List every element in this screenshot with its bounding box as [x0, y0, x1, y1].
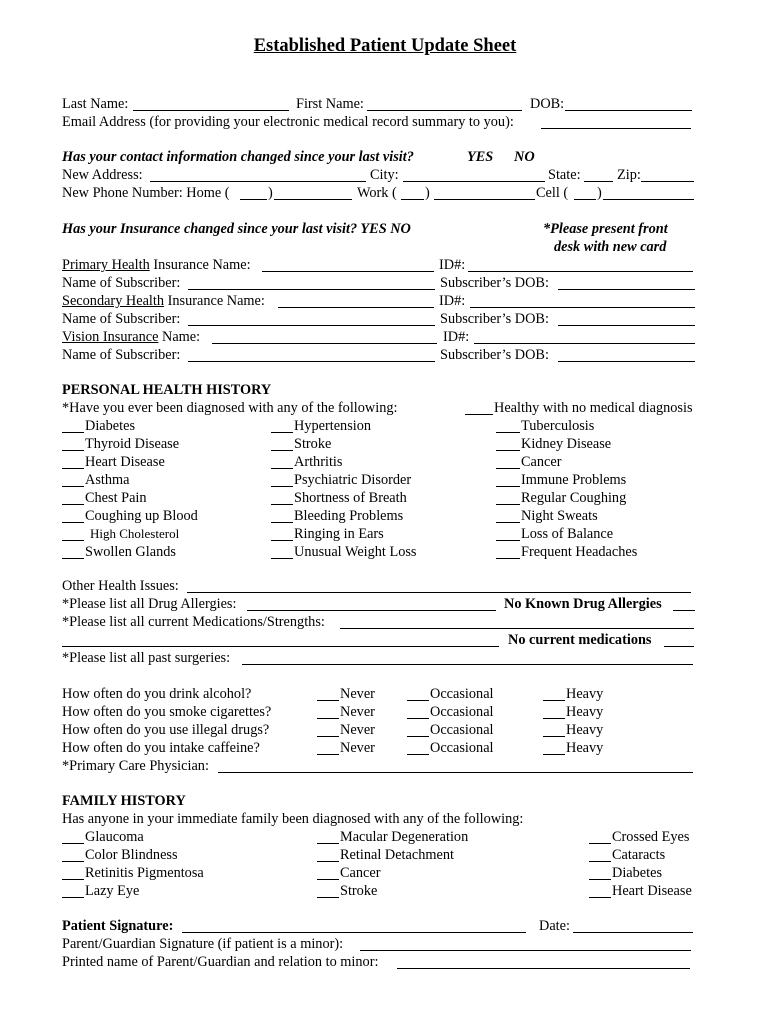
condition-frequent-headaches-checkbox[interactable]	[496, 544, 520, 559]
condition-immune-problems-label: Immune Problems	[521, 472, 627, 488]
family-cancer-label: Cancer	[340, 865, 381, 881]
condition-thyroid-disease-label: Thyroid Disease	[85, 436, 180, 452]
primary-subscriber-label: Name of Subscriber:	[62, 275, 181, 291]
primary-insurance-label	[62, 256, 251, 274]
secondary-subscriber-field[interactable]	[188, 311, 435, 326]
family-macular-degeneration-checkbox[interactable]	[317, 829, 339, 844]
home-area-code-field[interactable]	[240, 185, 267, 200]
condition-thyroid-disease-checkbox[interactable]	[62, 436, 84, 451]
healthy-checkbox[interactable]	[465, 400, 493, 415]
habit-2-occasional-checkbox[interactable]	[407, 704, 429, 719]
dob-field[interactable]	[565, 96, 692, 111]
family-stroke-label: Stroke	[340, 883, 378, 899]
medications-field[interactable]	[340, 614, 694, 629]
secondary-subscriber-dob-field[interactable]	[558, 311, 695, 326]
patient-signature-label: Patient Signature:	[62, 918, 174, 934]
family-glaucoma-label: Glaucoma	[85, 829, 144, 845]
habit-4-heavy-checkbox[interactable]	[543, 740, 565, 755]
condition-frequent-headaches-label: Frequent Headaches	[521, 544, 638, 560]
condition-shortness-of-breath-checkbox[interactable]	[271, 490, 293, 505]
habit-1-heavy-label: Heavy	[566, 686, 604, 702]
habit-2-never-label: Never	[340, 704, 375, 720]
habit-question: How often do you smoke cigarettes?	[62, 704, 272, 720]
condition-coughing-up-blood-checkbox[interactable]	[62, 508, 84, 523]
condition-unusual-weight-loss-checkbox[interactable]	[271, 544, 293, 559]
family-color-blindness-checkbox[interactable]	[62, 847, 84, 862]
drug-allergies-label: *Please list all Drug Allergies:	[62, 596, 237, 612]
condition-asthma-checkbox[interactable]	[62, 472, 84, 487]
family-history-prompt: Has anyone in your immediate family been diagnosed with any of the following:	[62, 811, 524, 827]
dob-label: DOB:	[530, 96, 565, 112]
pcp-field[interactable]	[218, 758, 693, 773]
no-allergies-checkbox[interactable]	[673, 596, 695, 611]
condition-psychiatric-disorder-checkbox[interactable]	[271, 472, 293, 487]
vision-subscriber-label: Name of Subscriber:	[62, 347, 181, 363]
condition-stroke-checkbox[interactable]	[271, 436, 293, 451]
habit-1-never-label: Never	[340, 686, 375, 702]
secondary-insurance-field[interactable]	[278, 293, 434, 308]
condition-arthritis-label: Arthritis	[294, 454, 343, 470]
habit-4-heavy-label: Heavy	[566, 740, 604, 756]
habit-1-heavy-checkbox[interactable]	[543, 686, 565, 701]
condition-loss-of-balance-label: Loss of Balance	[521, 526, 614, 542]
condition-regular-coughing-label: Regular Coughing	[521, 490, 627, 506]
contact-no-option[interactable]: NO	[514, 149, 535, 165]
family-history-heading: FAMILY HISTORY	[62, 793, 186, 809]
family-color-blindness-label: Color Blindness	[85, 847, 178, 863]
family-cataracts-label: Cataracts	[612, 847, 666, 863]
medications-field-line2[interactable]	[62, 632, 499, 647]
city-label: City:	[370, 167, 399, 183]
cell-phone-label: Cell (	[536, 185, 569, 201]
work-area-code-field[interactable]	[401, 185, 424, 200]
habit-4-never-checkbox[interactable]	[317, 740, 339, 755]
pcp-label: *Primary Care Physician:	[62, 758, 209, 774]
secondary-insurance-name-text: Insurance Name:	[167, 293, 265, 309]
secondary-subscriber-dob-label: Subscriber’s DOB:	[440, 311, 549, 327]
condition-immune-problems-checkbox[interactable]	[496, 472, 520, 487]
condition-diabetes-label: Diabetes	[85, 418, 136, 434]
habit-1-never-checkbox[interactable]	[317, 686, 339, 701]
email-label: Email Address (for providing your electronic medical record summary to you):	[62, 114, 514, 130]
work-phone-label: Work (	[357, 185, 397, 201]
habit-2-heavy-checkbox[interactable]	[543, 704, 565, 719]
condition-night-sweats-label: Night Sweats	[521, 508, 598, 524]
family-crossed-eyes-label: Crossed Eyes	[612, 829, 690, 845]
family-crossed-eyes-checkbox[interactable]	[589, 829, 611, 844]
first-name-field[interactable]	[367, 96, 522, 111]
state-field[interactable]	[584, 167, 613, 182]
habit-3-never-checkbox[interactable]	[317, 722, 339, 737]
first-name-label: First Name:	[296, 96, 364, 112]
vision-subscriber-field[interactable]	[188, 347, 435, 362]
condition-swollen-glands-label: Swollen Glands	[85, 544, 176, 560]
last-name-field[interactable]	[133, 96, 289, 111]
condition-kidney-disease-label: Kidney Disease	[521, 436, 612, 452]
date-field[interactable]	[573, 918, 693, 933]
surgeries-field[interactable]	[242, 650, 693, 665]
healthy-label: Healthy with no medical diagnosis	[494, 400, 693, 416]
habit-2-never-checkbox[interactable]	[317, 704, 339, 719]
condition-chest-pain-checkbox[interactable]	[62, 490, 84, 505]
new-phone-label: New Phone Number: Home (	[62, 185, 230, 201]
vision-insurance-text: Vision Insurance	[62, 329, 159, 345]
family-lazy-eye-label: Lazy Eye	[85, 883, 140, 899]
guardian-signature-field[interactable]	[360, 936, 691, 951]
work-paren: )	[425, 185, 430, 201]
habit-4-occasional-checkbox[interactable]	[407, 740, 429, 755]
vision-insurance-field[interactable]	[212, 329, 437, 344]
family-retinal-detachment-checkbox[interactable]	[317, 847, 339, 862]
condition-high-cholesterol-label: High Cholesterol	[90, 526, 180, 541]
state-label: State:	[548, 167, 581, 183]
surgeries-label: *Please list all past surgeries:	[62, 650, 231, 666]
condition-stroke-label: Stroke	[294, 436, 332, 452]
habit-3-heavy-label: Heavy	[566, 722, 604, 738]
new-address-label: New Address:	[62, 167, 143, 183]
contact-yes-option[interactable]: YES	[467, 149, 494, 165]
primary-subscriber-field[interactable]	[188, 275, 435, 290]
condition-bleeding-problems-checkbox[interactable]	[271, 508, 293, 523]
condition-psychiatric-disorder-label: Psychiatric Disorder	[294, 472, 412, 488]
family-retinitis-pigmentosa-checkbox[interactable]	[62, 865, 84, 880]
condition-kidney-disease-checkbox[interactable]	[496, 436, 520, 451]
home-phone-field[interactable]	[274, 185, 352, 200]
patient-signature-field[interactable]	[182, 918, 526, 933]
condition-hypertension-label: Hypertension	[294, 418, 372, 434]
contact-question: Has your contact information changed since your last visit?	[62, 149, 414, 165]
condition-high-cholesterol-checkbox[interactable]	[62, 526, 84, 541]
vision-id-label: ID#:	[443, 329, 470, 345]
family-stroke-checkbox[interactable]	[317, 883, 339, 898]
primary-id-field[interactable]	[468, 257, 693, 272]
condition-loss-of-balance-checkbox[interactable]	[496, 526, 520, 541]
condition-unusual-weight-loss-label: Unusual Weight Loss	[294, 544, 417, 560]
condition-regular-coughing-checkbox[interactable]	[496, 490, 520, 505]
family-heart-disease-checkbox[interactable]	[589, 883, 611, 898]
last-name-label: Last Name:	[62, 96, 129, 112]
habit-question: How often do you drink alcohol?	[62, 686, 252, 702]
secondary-health-text: Secondary Health	[62, 293, 165, 309]
page-title: Established Patient Update Sheet	[253, 36, 517, 56]
family-cancer-checkbox[interactable]	[317, 865, 339, 880]
vision-id-field[interactable]	[474, 329, 695, 344]
condition-asthma-label: Asthma	[85, 472, 130, 488]
condition-chest-pain-label: Chest Pain	[85, 490, 147, 506]
insurance-name-text: Insurance Name:	[153, 257, 251, 273]
family-diabetes-label: Diabetes	[612, 865, 663, 881]
primary-id-label: ID#:	[439, 257, 466, 273]
habit-3-never-label: Never	[340, 722, 375, 738]
family-retinitis-pigmentosa-label: Retinitis Pigmentosa	[85, 865, 204, 881]
cell-phone-field[interactable]	[603, 185, 694, 200]
no-medications-label: No current medications	[508, 632, 652, 648]
printed-name-field[interactable]	[397, 954, 690, 969]
work-phone-field[interactable]	[434, 185, 535, 200]
habit-4-never-label: Never	[340, 740, 375, 756]
primary-health-text: Primary Health	[62, 257, 150, 273]
condition-hypertension-checkbox[interactable]	[271, 418, 293, 433]
secondary-id-label: ID#:	[439, 293, 466, 309]
vision-insurance-label	[62, 328, 200, 346]
habit-2-occasional-label: Occasional	[430, 704, 494, 720]
new-address-field[interactable]	[150, 167, 366, 182]
primary-insurance-field[interactable]	[262, 257, 434, 272]
condition-swollen-glands-checkbox[interactable]	[62, 544, 84, 559]
primary-subscriber-dob-field[interactable]	[558, 275, 695, 290]
habit-2-heavy-label: Heavy	[566, 704, 604, 720]
medications-label: *Please list all current Medications/Strengths:	[62, 614, 325, 630]
family-lazy-eye-checkbox[interactable]	[62, 883, 84, 898]
cell-paren: )	[597, 185, 602, 201]
family-cataracts-checkbox[interactable]	[589, 847, 611, 862]
other-issues-field[interactable]	[187, 578, 691, 593]
vision-name-text: Name:	[162, 329, 201, 345]
email-field[interactable]	[541, 114, 691, 129]
habit-3-occasional-label: Occasional	[430, 722, 494, 738]
family-macular-degeneration-label: Macular Degeneration	[340, 829, 469, 845]
habit-3-occasional-checkbox[interactable]	[407, 722, 429, 737]
diagnosis-prompt: *Have you ever been diagnosed with any of the following:	[62, 400, 398, 416]
secondary-subscriber-label: Name of Subscriber:	[62, 311, 181, 327]
condition-cancer-checkbox[interactable]	[496, 454, 520, 469]
condition-heart-disease-label: Heart Disease	[85, 454, 165, 470]
habit-1-occasional-checkbox[interactable]	[407, 686, 429, 701]
vision-subscriber-dob-field[interactable]	[558, 347, 695, 362]
zip-label: Zip:	[617, 167, 641, 183]
drug-allergies-field[interactable]	[247, 596, 496, 611]
condition-coughing-up-blood-label: Coughing up Blood	[85, 508, 198, 524]
primary-subscriber-dob-label: Subscriber’s DOB:	[440, 275, 549, 291]
habit-question: How often do you use illegal drugs?	[62, 722, 270, 738]
guardian-signature-label: Parent/Guardian Signature (if patient is a minor):	[62, 936, 344, 952]
no-allergies-label: No Known Drug Allergies	[504, 596, 662, 612]
condition-tuberculosis-label: Tuberculosis	[521, 418, 595, 434]
condition-tuberculosis-checkbox[interactable]	[496, 418, 520, 433]
condition-shortness-of-breath-label: Shortness of Breath	[294, 490, 407, 506]
insurance-note-line2: desk with new card	[554, 239, 667, 255]
printed-name-label: Printed name of Parent/Guardian and relation to minor:	[62, 954, 379, 970]
habit-3-heavy-checkbox[interactable]	[543, 722, 565, 737]
insurance-question: Has your Insurance changed since your last visit? YES NO	[62, 221, 411, 237]
date-label: Date:	[539, 918, 570, 934]
condition-bleeding-problems-label: Bleeding Problems	[294, 508, 404, 524]
family-heart-disease-label: Heart Disease	[612, 883, 692, 899]
secondary-insurance-label	[62, 292, 265, 310]
family-retinal-detachment-label: Retinal Detachment	[340, 847, 454, 863]
condition-diabetes-checkbox[interactable]	[62, 418, 84, 433]
secondary-id-field[interactable]	[470, 293, 695, 308]
city-field[interactable]	[403, 167, 545, 182]
home-paren: )	[268, 185, 273, 201]
family-glaucoma-checkbox[interactable]	[62, 829, 84, 844]
vision-subscriber-dob-label: Subscriber’s DOB:	[440, 347, 549, 363]
zip-field[interactable]	[641, 167, 694, 182]
insurance-note-line1: *Please present front	[543, 221, 668, 237]
condition-heart-disease-checkbox[interactable]	[62, 454, 84, 469]
habit-4-occasional-label: Occasional	[430, 740, 494, 756]
condition-ringing-in-ears-label: Ringing in Ears	[294, 526, 384, 542]
condition-arthritis-checkbox[interactable]	[271, 454, 293, 469]
other-issues-label: Other Health Issues:	[62, 578, 179, 594]
family-diabetes-checkbox[interactable]	[589, 865, 611, 880]
condition-night-sweats-checkbox[interactable]	[496, 508, 520, 523]
habit-1-occasional-label: Occasional	[430, 686, 494, 702]
cell-area-code-field[interactable]	[574, 185, 596, 200]
habit-question: How often do you intake caffeine?	[62, 740, 260, 756]
condition-ringing-in-ears-checkbox[interactable]	[271, 526, 293, 541]
personal-health-heading: PERSONAL HEALTH HISTORY	[62, 382, 272, 398]
no-medications-checkbox[interactable]	[664, 632, 694, 647]
condition-cancer-label: Cancer	[521, 454, 562, 470]
